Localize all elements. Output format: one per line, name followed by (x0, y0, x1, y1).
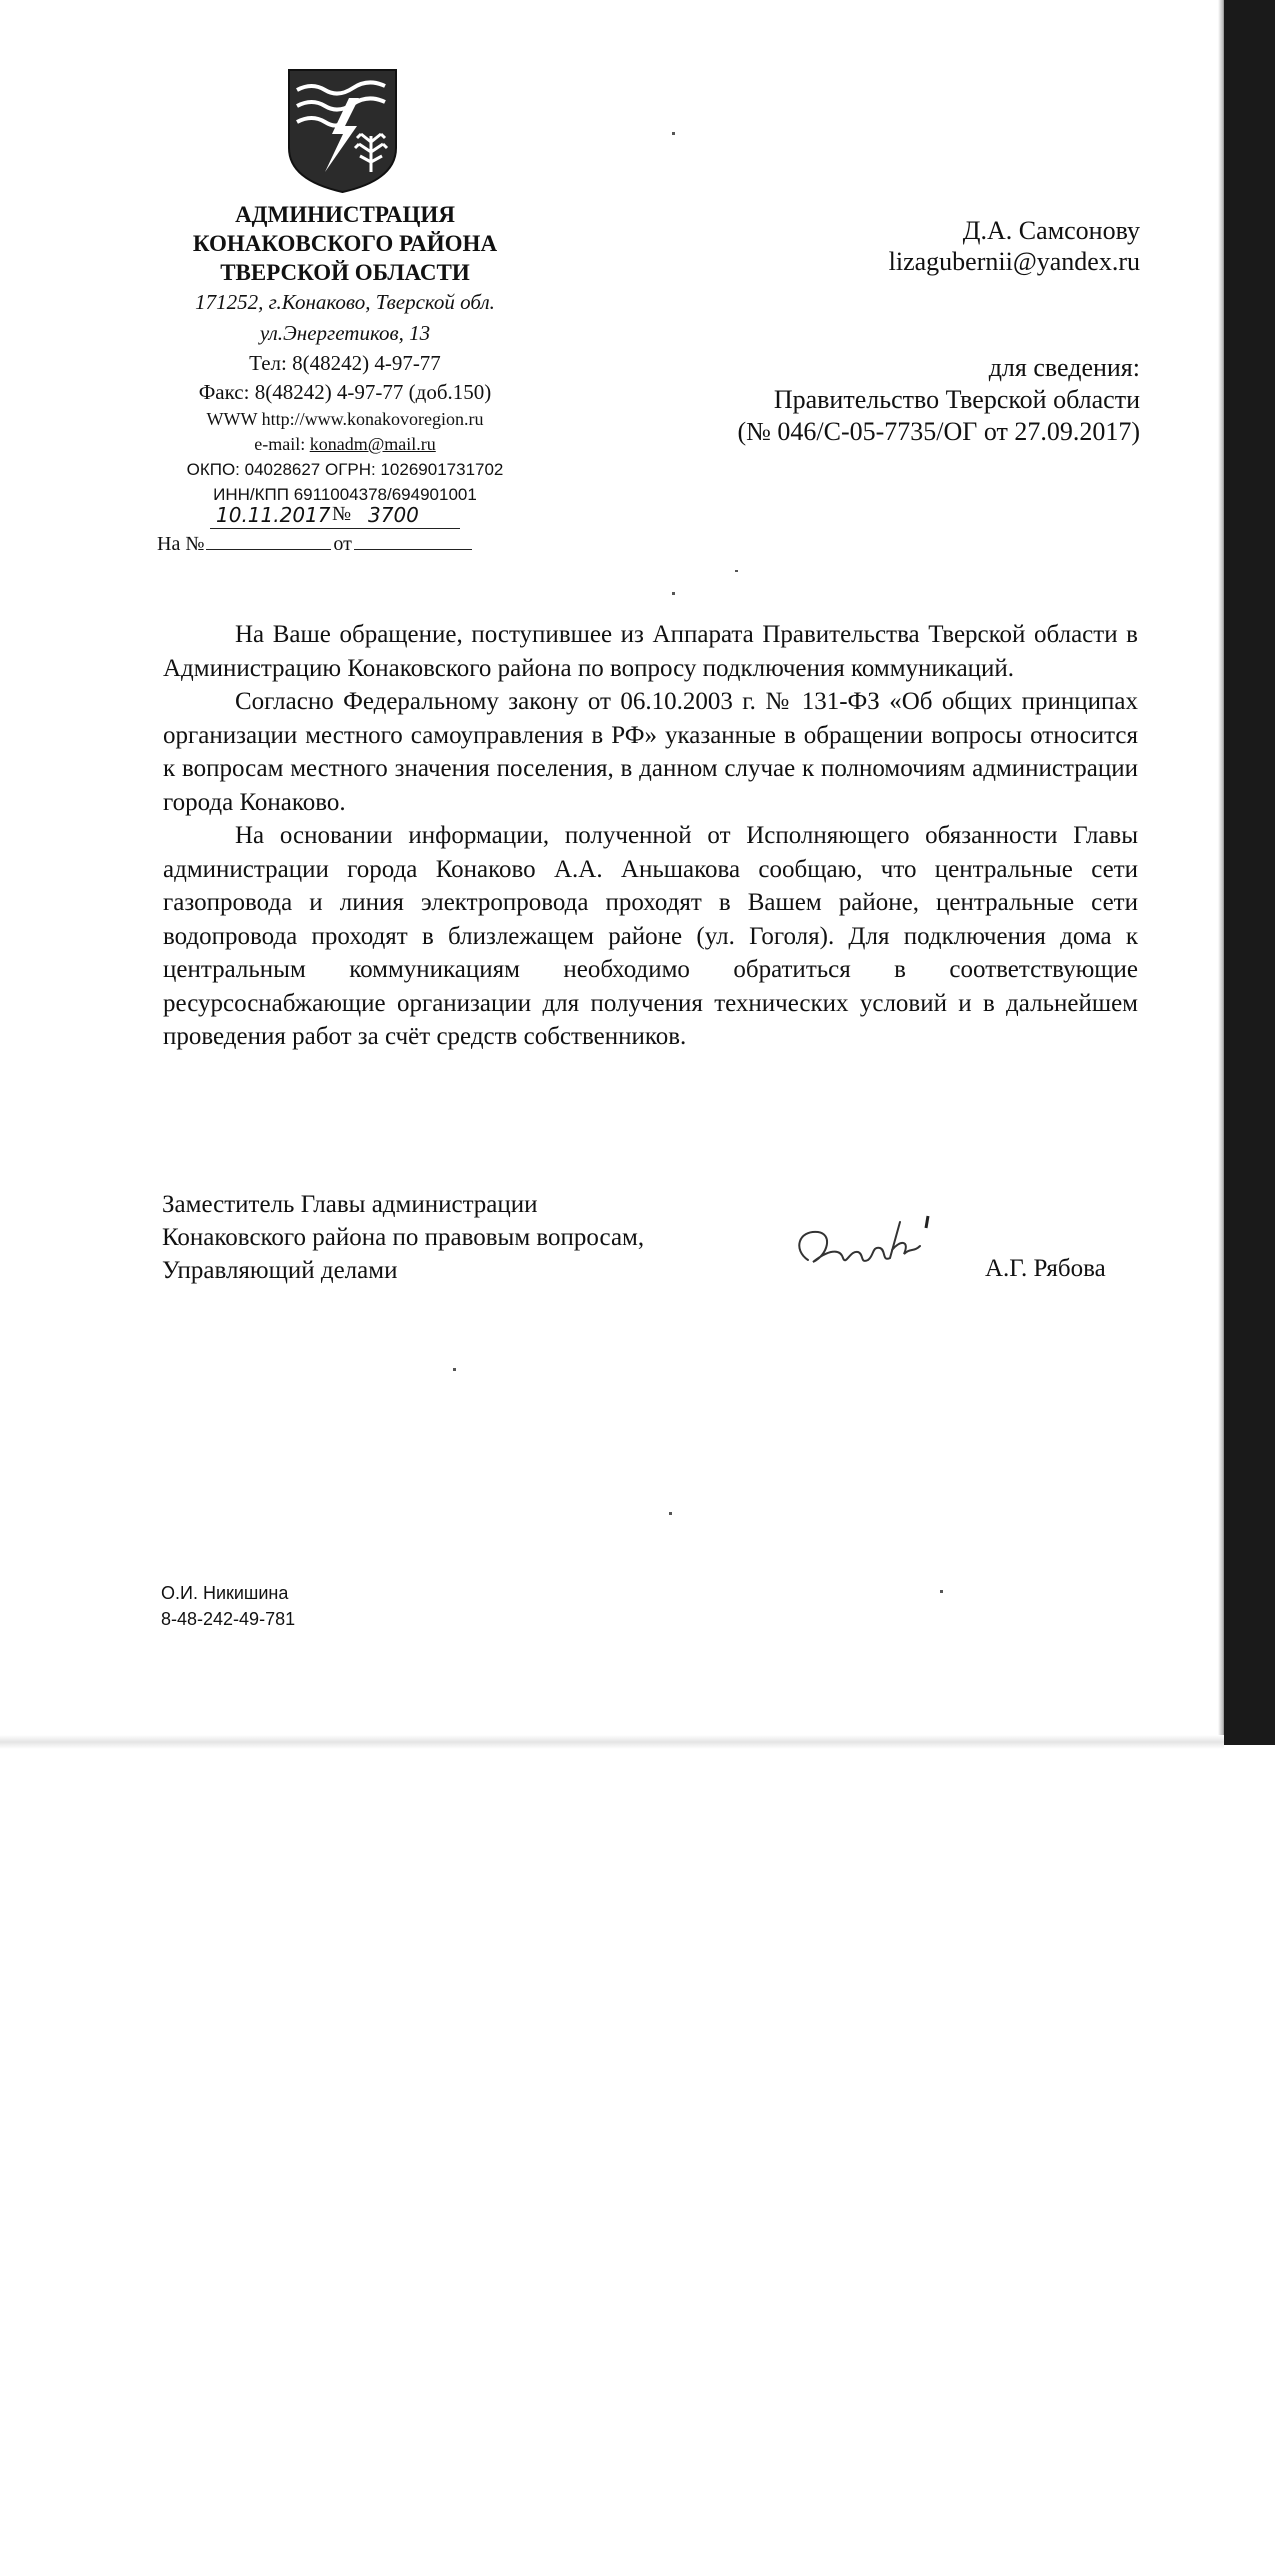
handwritten-signature-icon (788, 1210, 938, 1280)
for-information (737, 352, 1140, 448)
org-name-line2: КОНАКОВСКОГО РАЙОНА (192, 231, 498, 256)
scan-bottom-shadow (0, 1735, 1224, 1749)
for-info-label: для сведения: (988, 353, 1140, 382)
registration-number-label: № (332, 503, 352, 525)
body-paragraph-1: На Ваше обращение, поступившее из Аппарата Правительства Тверской области в Администрацию Конаковского района по вопросу подключения коммуникаций. (163, 621, 1138, 682)
scan-speck (453, 1368, 456, 1371)
recipient-email: lizagubernii@yandex.ru (888, 247, 1140, 276)
address-line2: ул.Энергетиков, 13 (259, 321, 431, 345)
reference-prefix: На № (157, 533, 205, 555)
body-paragraph-2: Согласно Федеральному закону от 06.10.2003 г. № 131-ФЗ «Об общих принципах организации местного самоуправления в РФ» указанные в обращении вопросы относится к вопросам местного значения поселения, в данном случае к полномочиям администрации города Конаково. (163, 688, 1138, 816)
reference-number-blank (206, 549, 331, 550)
reference-line (157, 533, 472, 556)
email-label: e-mail: (254, 434, 310, 454)
fax: Факс: 8(48242) 4-97-77 (доб.150) (198, 380, 492, 404)
executor-phone: 8-48-242-49-781 (161, 1609, 296, 1629)
reference-date-blank (354, 549, 472, 550)
okpo-ogrn: ОКПО: 04028627 ОГРН: 1026901731702 (186, 460, 504, 479)
scan-speck (669, 1512, 672, 1515)
for-info-org: Правительство Тверской области (773, 385, 1140, 414)
for-info-reference: (№ 046/С-05-7735/ОГ от 27.09.2017) (737, 417, 1140, 446)
website: WWW http://www.konakovoregion.ru (206, 409, 484, 429)
phone: Тел: 8(48242) 4-97-77 (249, 351, 441, 375)
executor (161, 1580, 295, 1632)
scan-speck (735, 570, 738, 572)
recipient-name: Д.А. Самсонову (962, 216, 1140, 245)
scan-speck (940, 1590, 943, 1593)
body-paragraph-3: На основании информации, полученной от Исполняющего обязанности Главы администрации города Конаково А.А. Аньшакова сообщаю, что центральные сети газопровода и линия электропровода проходят в Вашем районе, центральные сети водопровода проходят в близлежащем районе (ул. Гоголя). Для подключения дома к центральным коммуникациям необходимо обратиться в соответствующие ресурсоснабжающие организации для получения технических условий и в дальнейшем проведения работ за счёт средств собственников. (163, 822, 1138, 1050)
signatory-title (162, 1188, 644, 1287)
address-line1: 171252, г.Конаково, Тверской обл. (195, 290, 495, 314)
scan-speck (672, 132, 675, 135)
email-line (140, 432, 550, 457)
signatory-title-line2: Конаковского района по правовым вопросам, (162, 1224, 645, 1251)
registration-number: 3700 (368, 503, 419, 527)
org-name-line3: ТВЕРСКОЙ ОБЛАСТИ (220, 260, 470, 285)
scan-edge (1224, 0, 1275, 1745)
executor-name: О.И. Никишина (161, 1583, 289, 1603)
signatory-title-line1: Заместитель Главы администрации (162, 1191, 538, 1218)
signatory-name: А.Г. Рябова (985, 1255, 1106, 1282)
registration-date: 10.11.2017 (216, 503, 331, 527)
email-link[interactable]: konadm@mail.ru (309, 434, 436, 454)
signatory-title-line3: Управляющий делами (162, 1257, 398, 1284)
registration-underline (210, 528, 460, 529)
inn-kpp: ИНН/КПП 6911004378/694901001 (213, 485, 477, 504)
letter-body (163, 618, 1138, 1054)
registration-line (210, 503, 460, 535)
reference-from-label: от (333, 533, 352, 555)
recipient (889, 215, 1140, 277)
scan-speck (672, 592, 675, 595)
coat-of-arms-icon (287, 68, 398, 194)
org-name-line1: АДМИНИСТРАЦИЯ (235, 202, 455, 227)
letterhead (140, 200, 550, 507)
